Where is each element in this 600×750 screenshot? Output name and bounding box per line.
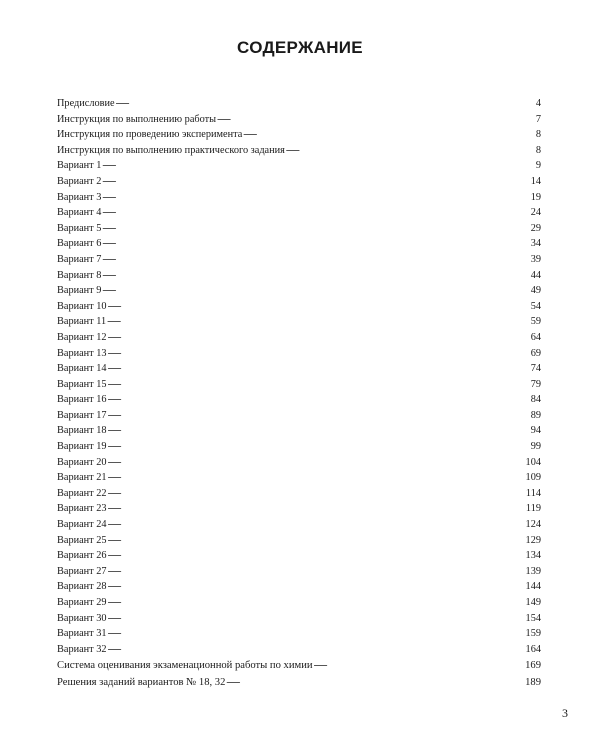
toc-entry-page: 4 xyxy=(535,98,541,109)
toc-entry-page: 59 xyxy=(530,316,541,328)
toc-entry-label: Вариант 8 xyxy=(57,269,102,281)
toc-entry-page: 159 xyxy=(525,628,541,640)
toc-entry-page: 69 xyxy=(530,347,541,359)
toc-entry-label: Вариант 2 xyxy=(57,175,102,187)
toc-entry-page: 54 xyxy=(530,300,541,312)
toc-entry-page: 119 xyxy=(525,503,541,515)
toc-entry-page: 129 xyxy=(525,534,541,546)
toc-entry-label: Вариант 30 xyxy=(57,612,107,624)
toc-entry-label: Вариант 16 xyxy=(57,394,107,406)
toc-entry-page: 134 xyxy=(525,550,541,562)
toc-entry-page: 19 xyxy=(530,191,541,203)
toc-entry-label: Вариант 19 xyxy=(57,441,107,453)
toc-entry-label: Инструкция по выполнению практического задания xyxy=(57,144,285,156)
toc-entry-page: 139 xyxy=(525,565,541,577)
toc-entry-label: Вариант 29 xyxy=(57,597,107,608)
toc-entry-label: Вариант 20 xyxy=(57,456,107,468)
toc-entry-page: 149 xyxy=(525,597,541,608)
table-of-contents xyxy=(57,96,541,691)
toc-entry-label: Система оценивания экзаменационной работы по химии xyxy=(57,660,313,672)
toc-entry-label: Вариант 17 xyxy=(57,409,107,421)
toc-entry-label: Вариант 9 xyxy=(57,285,102,297)
toc-entry-page: 144 xyxy=(525,581,541,593)
toc-entry-label: Вариант 18 xyxy=(57,425,107,437)
toc-entry-label: Вариант 10 xyxy=(57,300,107,312)
page-number: 3 xyxy=(562,706,568,720)
toc-entry-page: 74 xyxy=(530,363,541,375)
toc-entry-page: 99 xyxy=(530,441,541,453)
toc-entry-label: Вариант 22 xyxy=(57,487,107,499)
toc-entry-page: 104 xyxy=(525,456,541,468)
toc-entry-page: 44 xyxy=(530,269,541,281)
toc-entry-label: Вариант 28 xyxy=(57,581,107,593)
toc-entry-page: 8 xyxy=(535,129,541,141)
toc-entry-page: 109 xyxy=(525,472,541,484)
toc-entry-label: Инструкция по выполнению работы xyxy=(57,113,217,125)
toc-entry-page: 64 xyxy=(530,331,541,343)
toc-entry-label: Вариант 15 xyxy=(57,378,107,390)
toc-entry-page: 34 xyxy=(530,238,541,250)
toc-entry-label: Вариант 5 xyxy=(57,222,102,234)
toc-entry-page: 114 xyxy=(525,487,541,499)
toc-entry-label: Предисловие xyxy=(57,98,115,109)
toc-entry-page: 29 xyxy=(530,222,541,234)
toc-entry-label: Вариант 4 xyxy=(57,207,102,219)
toc-entry-page: 154 xyxy=(525,612,541,624)
toc-entry-label: Вариант 13 xyxy=(57,347,107,359)
toc-entry-page: 94 xyxy=(530,425,541,437)
toc-entry-page: 164 xyxy=(525,643,541,655)
toc-entry-label: Вариант 26 xyxy=(57,550,107,562)
toc-entry-page: 84 xyxy=(530,394,541,406)
toc-entry-page: 8 xyxy=(535,144,541,156)
toc-entry-label: Вариант 32 xyxy=(57,643,107,655)
toc-entry-label: Вариант 27 xyxy=(57,565,107,577)
toc-entry-label: Вариант 23 xyxy=(57,503,107,515)
toc-entry xyxy=(57,674,541,691)
toc-entry-label: Решения заданий вариантов № 18, 32 xyxy=(57,677,226,689)
toc-entry-label: Вариант 12 xyxy=(57,331,107,343)
toc-entry-page: 7 xyxy=(535,113,541,125)
toc-entry-label: Вариант 24 xyxy=(57,519,107,531)
toc-entry-page: 79 xyxy=(530,378,541,390)
toc-entry-label: Вариант 21 xyxy=(57,472,107,484)
toc-entry-label: Вариант 25 xyxy=(57,534,107,546)
page-title: СОДЕРЖАНИЕ xyxy=(237,38,363,57)
toc-entry-label: Вариант 11 xyxy=(57,316,107,328)
toc-entry-label: Вариант 1 xyxy=(57,160,102,172)
toc-entry-page: 39 xyxy=(530,253,541,265)
toc-entry-page: 24 xyxy=(530,207,541,219)
toc-entry-page: 14 xyxy=(530,175,541,187)
toc-entry-page: 89 xyxy=(530,409,541,421)
toc-entry-label: Вариант 14 xyxy=(57,363,107,375)
toc-entry-page: 189 xyxy=(525,677,541,689)
toc-entry-label: Вариант 6 xyxy=(57,238,102,250)
toc-entry-page: 169 xyxy=(525,660,541,672)
toc-entry-label: Вариант 7 xyxy=(57,253,102,265)
toc-entry-label: Вариант 31 xyxy=(57,628,107,640)
toc-entry-page: 124 xyxy=(525,519,541,531)
toc-entry-page: 49 xyxy=(530,285,541,297)
toc-entry-label: Инструкция по проведению эксперимента xyxy=(57,129,243,141)
toc-entry-page: 9 xyxy=(535,160,541,172)
toc-entry-label: Вариант 3 xyxy=(57,191,102,203)
toc-leader-dots xyxy=(226,672,524,691)
